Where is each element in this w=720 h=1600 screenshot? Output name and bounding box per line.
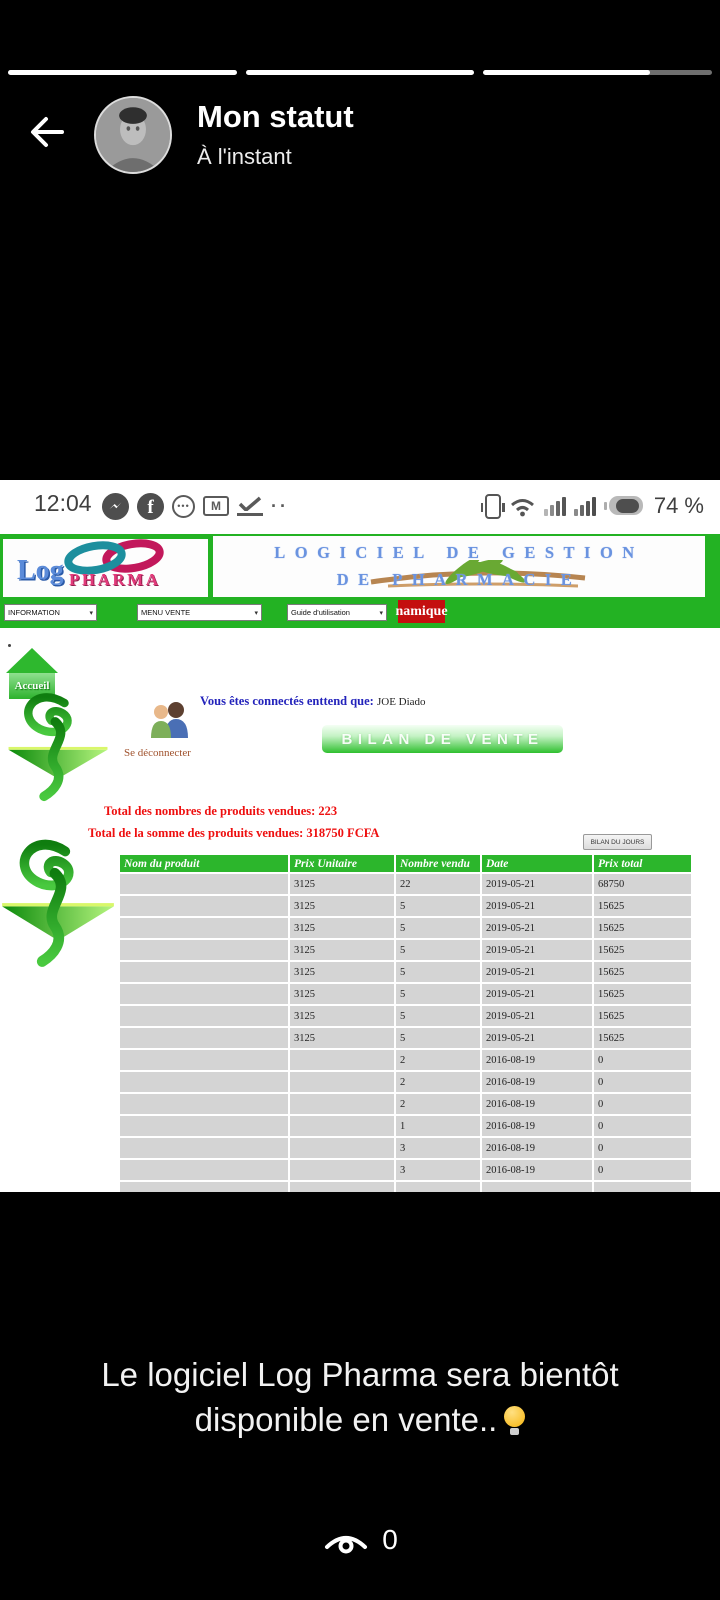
table-cell: 15625 <box>594 984 691 1004</box>
nav-dropdown-guide-d-utilisation[interactable] <box>287 604 387 621</box>
page-content <box>0 628 720 1192</box>
table-row <box>120 1028 691 1048</box>
table-cell: 3125 <box>290 1028 396 1048</box>
chevron-down-icon: ▾ <box>254 609 258 617</box>
table-cell <box>120 874 290 894</box>
signal-icon <box>544 496 566 516</box>
table-cell: 3125 <box>290 918 396 938</box>
table-cell: 0 <box>594 1160 691 1180</box>
table-cell: 3125 <box>290 896 396 916</box>
table-cell: 22 <box>396 874 482 894</box>
bullet-dot <box>8 644 11 647</box>
table-row <box>120 1116 691 1136</box>
page-title: Mon statut <box>197 99 354 134</box>
table-cell: 0 <box>594 1050 691 1070</box>
table-cell <box>120 1072 290 1092</box>
nav-dropdown-information[interactable] <box>4 604 97 621</box>
table-cell <box>120 1138 290 1158</box>
chevron-down-icon: ▾ <box>89 609 93 617</box>
overflow-dots-icon: ·· <box>271 495 289 516</box>
table-cell: 2 <box>396 1094 482 1114</box>
progress-segment-3 <box>483 70 712 75</box>
status-timestamp: À l'instant <box>197 144 292 169</box>
vibrate-icon <box>485 494 501 519</box>
signal-icon-2 <box>574 496 596 516</box>
dropdown-label: MENU VENTE <box>141 608 191 617</box>
table-row <box>120 1160 691 1180</box>
dropdown-label: Guide d'utilisation <box>291 608 350 617</box>
table-cell <box>120 962 290 982</box>
table-cell <box>290 1138 396 1158</box>
table-cell: 2016-08-19 <box>482 1138 594 1158</box>
table-cell: 3 <box>396 1160 482 1180</box>
table-cell <box>290 1050 396 1070</box>
table-cell <box>120 1116 290 1136</box>
table-cell: 5 <box>396 940 482 960</box>
table-header-row <box>120 855 691 872</box>
table-cell: 15625 <box>594 896 691 916</box>
table-header-cell: Nom du produit <box>120 855 290 872</box>
table-cell: 15625 <box>594 1028 691 1048</box>
table-cell <box>120 1160 290 1180</box>
table-row-partial <box>120 1182 691 1192</box>
table-cell: 2016-08-19 <box>482 1072 594 1092</box>
table-cell: 5 <box>396 918 482 938</box>
light-bulb-emoji <box>504 1406 525 1435</box>
table-row <box>120 940 691 960</box>
table-cell <box>290 1072 396 1092</box>
clock-text: 12:04 <box>34 490 92 516</box>
dropdown-label: INFORMATION <box>8 608 60 617</box>
site-title-line1: LOGICIEL DE GESTION <box>274 543 644 562</box>
table-cell: 2019-05-21 <box>482 940 594 960</box>
checkmark-icon <box>237 496 263 516</box>
table-cell: 2016-08-19 <box>482 1050 594 1070</box>
table-cell <box>120 918 290 938</box>
table-cell: 1 <box>396 1116 482 1136</box>
table-cell: 2019-05-21 <box>482 918 594 938</box>
table-cell: 15625 <box>594 940 691 960</box>
table-row <box>120 896 691 916</box>
progress-segment-2 <box>246 70 475 75</box>
table-cell <box>120 1006 290 1026</box>
table-header-cell: Nombre vendu <box>396 855 482 872</box>
chat-bubble-icon: ••• <box>172 495 195 518</box>
status-progress-bar <box>8 70 712 75</box>
progress-segment-1 <box>8 70 237 75</box>
connected-user-text <box>200 694 426 709</box>
system-status-icons <box>485 491 704 521</box>
section-banner: BILAN DE VENTE <box>322 725 563 753</box>
table-cell <box>290 1094 396 1114</box>
table-cell: 2016-08-19 <box>482 1160 594 1180</box>
table-cell: 3125 <box>290 1006 396 1026</box>
messenger-icon <box>102 493 129 520</box>
table-row <box>120 1050 691 1070</box>
table-cell <box>120 1050 290 1070</box>
logo-text-pharma: PHARMA <box>69 570 161 589</box>
table-row <box>120 874 691 894</box>
table-cell: 5 <box>396 896 482 916</box>
site-title-banner <box>213 536 705 597</box>
connected-username: JOE Diado <box>376 696 426 708</box>
avatar[interactable] <box>94 96 172 174</box>
table-row <box>120 984 691 1004</box>
table-row <box>120 1072 691 1092</box>
caption-line1: Le logiciel Log Pharma sera bientôt <box>101 1356 619 1393</box>
total-sum-text: Total de la somme des produits vendues: 318750 FCFA <box>88 826 380 840</box>
table-cell: 2019-05-21 <box>482 896 594 916</box>
table-cell: 2019-05-21 <box>482 1028 594 1048</box>
table-cell <box>120 1094 290 1114</box>
table-cell: 0 <box>594 1116 691 1136</box>
connected-label: Vous êtes connectés enttend que: <box>200 694 374 708</box>
notification-icons <box>102 491 289 521</box>
table-cell: 15625 <box>594 1006 691 1026</box>
table-cell: 3125 <box>290 962 396 982</box>
table-cell: 5 <box>396 962 482 982</box>
total-count-text: Total des nombres de produits vendues: 223 <box>104 804 338 818</box>
table-row <box>120 1006 691 1026</box>
table-cell: 2019-05-21 <box>482 962 594 982</box>
logo[interactable] <box>3 539 208 597</box>
chevron-down-icon: ▾ <box>379 609 383 617</box>
caption-line2: disponible en vente.. <box>0 1397 720 1442</box>
views-row[interactable] <box>0 1524 720 1556</box>
table-row <box>120 1138 691 1158</box>
site-title-line2: DE PHARMACIE <box>336 570 582 589</box>
table-cell: 68750 <box>594 874 691 894</box>
table-cell: 2 <box>396 1050 482 1070</box>
table-cell: 0 <box>594 1138 691 1158</box>
wifi-icon <box>509 496 536 517</box>
logout-link[interactable]: Se déconnecter <box>124 747 191 759</box>
battery-percent-text: 74 % <box>653 493 704 518</box>
table-cell: 3125 <box>290 874 396 894</box>
table-cell: 5 <box>396 984 482 1004</box>
table-cell: 5 <box>396 1028 482 1048</box>
table-cell <box>120 984 290 1004</box>
site-header <box>0 534 720 628</box>
table-header-cell: Prix Unitaire <box>290 855 396 872</box>
daily-report-button[interactable]: BILAN DU JOURS <box>583 834 652 850</box>
table-cell: 15625 <box>594 962 691 982</box>
back-arrow-icon <box>22 110 66 154</box>
users-icon <box>148 700 190 740</box>
pharmacy-caduceus-icon <box>0 690 116 802</box>
eye-icon <box>322 1527 370 1554</box>
table-cell <box>290 1116 396 1136</box>
home-arrow-icon <box>6 648 58 673</box>
table-row <box>120 918 691 938</box>
gmail-icon: M <box>203 496 229 516</box>
table-cell: 3 <box>396 1138 482 1158</box>
table-cell <box>290 1160 396 1180</box>
status-image <box>0 480 720 1192</box>
facebook-icon: f <box>137 493 164 520</box>
table-header-cell: Date <box>482 855 594 872</box>
table-cell: 2016-08-19 <box>482 1116 594 1136</box>
table-cell: 3125 <box>290 940 396 960</box>
table-body <box>120 874 691 1180</box>
table-cell <box>120 1028 290 1048</box>
battery-icon <box>604 496 644 516</box>
sales-table <box>120 855 691 1192</box>
table-row <box>120 1094 691 1114</box>
status-caption <box>0 1352 720 1442</box>
table-row <box>120 962 691 982</box>
table-cell: 0 <box>594 1094 691 1114</box>
table-cell: 2 <box>396 1072 482 1092</box>
table-header-cell: Prix total <box>594 855 691 872</box>
logo-text-log: Log <box>17 555 64 586</box>
marquee-text: namique <box>398 600 445 623</box>
table-cell <box>120 940 290 960</box>
pharmacy-caduceus-icon <box>0 836 116 968</box>
nav-dropdown-menu-vente[interactable] <box>137 604 262 621</box>
table-cell <box>120 896 290 916</box>
table-cell: 5 <box>396 1006 482 1026</box>
table-cell: 2019-05-21 <box>482 1006 594 1026</box>
back-button[interactable] <box>22 110 66 154</box>
table-cell: 0 <box>594 1072 691 1092</box>
table-cell: 15625 <box>594 918 691 938</box>
table-cell: 2019-05-21 <box>482 984 594 1004</box>
views-count: 0 <box>382 1524 398 1555</box>
table-cell: 2016-08-19 <box>482 1094 594 1114</box>
progress-current-fill <box>483 70 650 75</box>
person-portrait-icon <box>96 98 170 172</box>
table-cell: 3125 <box>290 984 396 1004</box>
home-button-label: Accueil <box>9 673 55 699</box>
table-cell: 2019-05-21 <box>482 874 594 894</box>
